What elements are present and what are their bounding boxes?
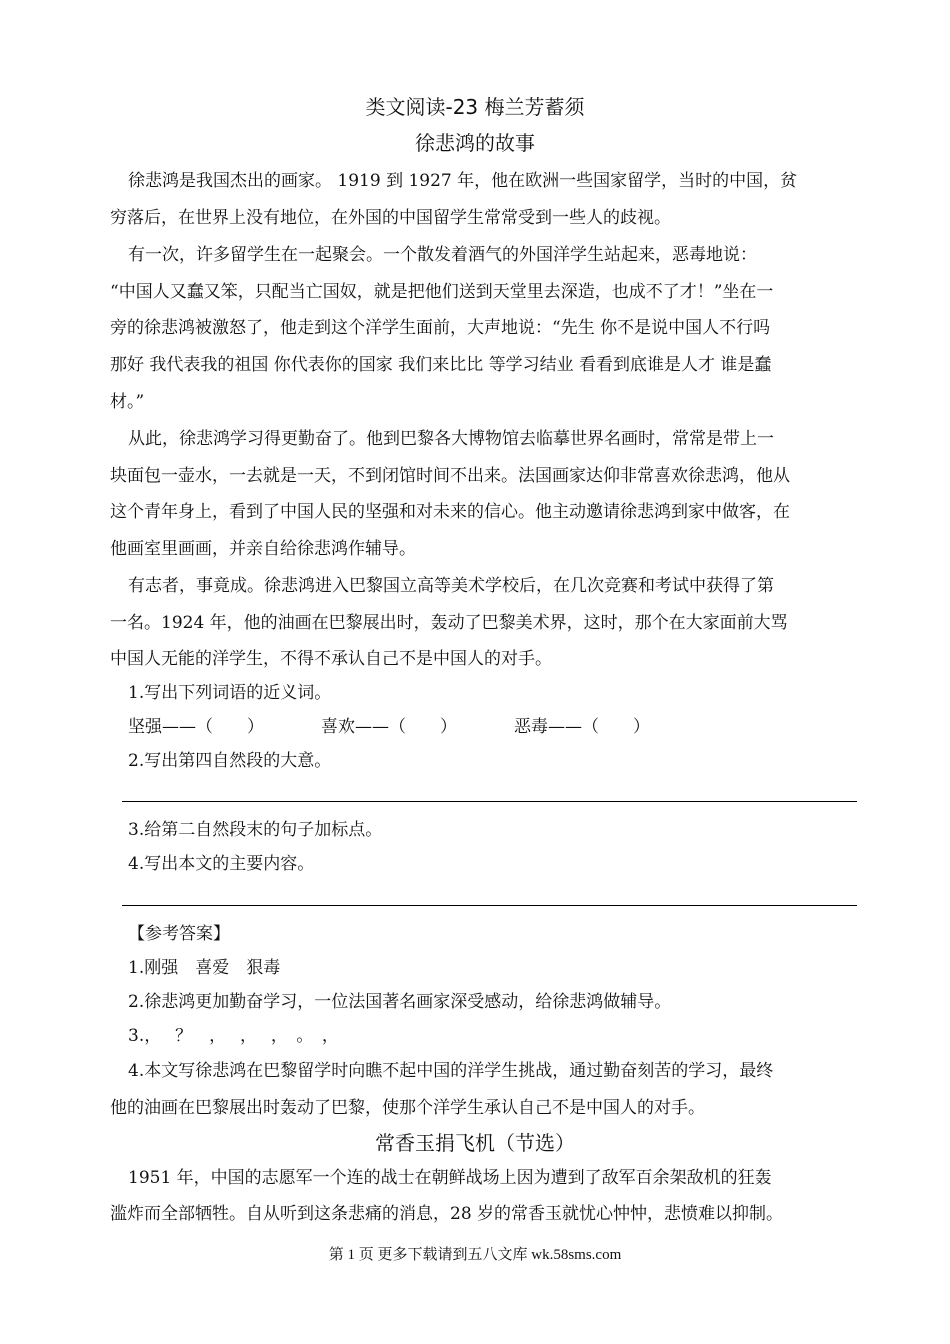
story1-line: 这个青年身上，看到了中国人民的坚强和对未来的信心。他主动邀请徐悲鸿到家中做客，在 bbox=[110, 502, 790, 522]
question-1-items bbox=[128, 712, 650, 742]
story1-line: “中国人又蠢又笨，只配当亡国奴，就是把他们送到天堂里去深造，也成不了才！”坐在一 bbox=[110, 282, 774, 302]
story1-line: 旁的徐悲鸿被激怒了，他走到这个洋学生面前，大声地说：“先生 你不是说中国人不行吗 bbox=[110, 318, 771, 338]
story1-title: 徐悲鸿的故事 bbox=[415, 131, 535, 155]
synonym-blank[interactable]: 喜欢——（ ） bbox=[321, 717, 457, 737]
answer-4-line: 4.本文写徐悲鸿在巴黎留学时向瞧不起中国的洋学生挑战，通过勤奋刻苦的学习，最终 bbox=[128, 1061, 774, 1081]
story2-line: 滥炸而全部牺牲。自从听到这条悲痛的消息，28 岁的常香玉就忧心忡忡，悲愤难以抑制。 bbox=[110, 1204, 784, 1224]
synonym-blank[interactable]: 恶毒——（ ） bbox=[514, 717, 650, 737]
answer-line[interactable] bbox=[122, 905, 857, 906]
answer-4-line: 他的油画在巴黎展出时轰动了巴黎，使那个洋学生承认自己不是中国人的对手。 bbox=[110, 1098, 705, 1118]
story1-line: 徐悲鸿是我国杰出的画家。 1919 到 1927 年，他在欧洲一些国家留学，当时的中国，贫 bbox=[128, 171, 798, 191]
answer-1: 1.刚强 喜爱 狠毒 bbox=[128, 958, 281, 978]
question-1: 1.写出下列词语的近义词。 bbox=[128, 683, 332, 703]
answer-header: 【参考答案】 bbox=[128, 924, 230, 944]
story2-line: 1951 年，中国的志愿军一个连的战士在朝鲜战场上因为遭到了敌军百余架敌机的狂轰 bbox=[128, 1168, 772, 1188]
question-2: 2.写出第四自然段的大意。 bbox=[128, 751, 332, 771]
story1-line: 中国人无能的洋学生，不得不承认自己不是中国人的对手。 bbox=[110, 649, 552, 669]
story1-line: 他画室里画画，并亲自给徐悲鸿作辅导。 bbox=[110, 539, 416, 559]
synonym-blank[interactable]: 坚强——（ ） bbox=[128, 717, 264, 737]
story1-line: 一名。1924 年，他的油画在巴黎展出时，轰动了巴黎美术界，这时，那个在大家面前大骂 bbox=[110, 613, 788, 633]
page-footer: 第 1 页 更多下载请到五八文库 wk.58sms.com bbox=[328, 1247, 622, 1263]
story2-title: 常香玉捐飞机（节选） bbox=[375, 1131, 575, 1155]
story1-line: 那好 我代表我的祖国 你代表你的国家 我们来比比 等学习结业 看看到底谁是人才 谁是蠢 bbox=[110, 355, 772, 375]
answer-2: 2.徐悲鸿更加勤奋学习，一位法国著名画家深受感动，给徐悲鸿做辅导。 bbox=[128, 992, 672, 1012]
story1-line: 有志者，事竟成。徐悲鸿进入巴黎国立高等美术学校后，在几次竞赛和考试中获得了第 bbox=[128, 576, 774, 596]
story1-line: 材。” bbox=[110, 392, 145, 412]
answer-3: 3.， ？ ， ， ， 。 ， bbox=[128, 1026, 339, 1046]
story1-line: 块面包一壶水，一去就是一天，不到闭馆时间不出来。法国画家达仰非常喜欢徐悲鸿，他从 bbox=[110, 466, 790, 486]
story1-line: 从此，徐悲鸿学习得更勤奋了。他到巴黎各大博物馆去临摹世界名画时，常常是带上一 bbox=[128, 429, 774, 449]
question-4: 4.写出本文的主要内容。 bbox=[128, 854, 315, 874]
answer-line[interactable] bbox=[122, 801, 857, 802]
story1-line: 穷落后，在世界上没有地位，在外国的中国留学生常常受到一些人的歧视。 bbox=[110, 208, 671, 228]
question-3: 3.给第二自然段末的句子加标点。 bbox=[128, 820, 383, 840]
document-title: 类文阅读-23 梅兰芳蓄须 bbox=[365, 95, 585, 119]
story1-line: 有一次，许多留学生在一起聚会。一个散发着酒气的外国洋学生站起来，恶毒地说： bbox=[128, 245, 757, 265]
